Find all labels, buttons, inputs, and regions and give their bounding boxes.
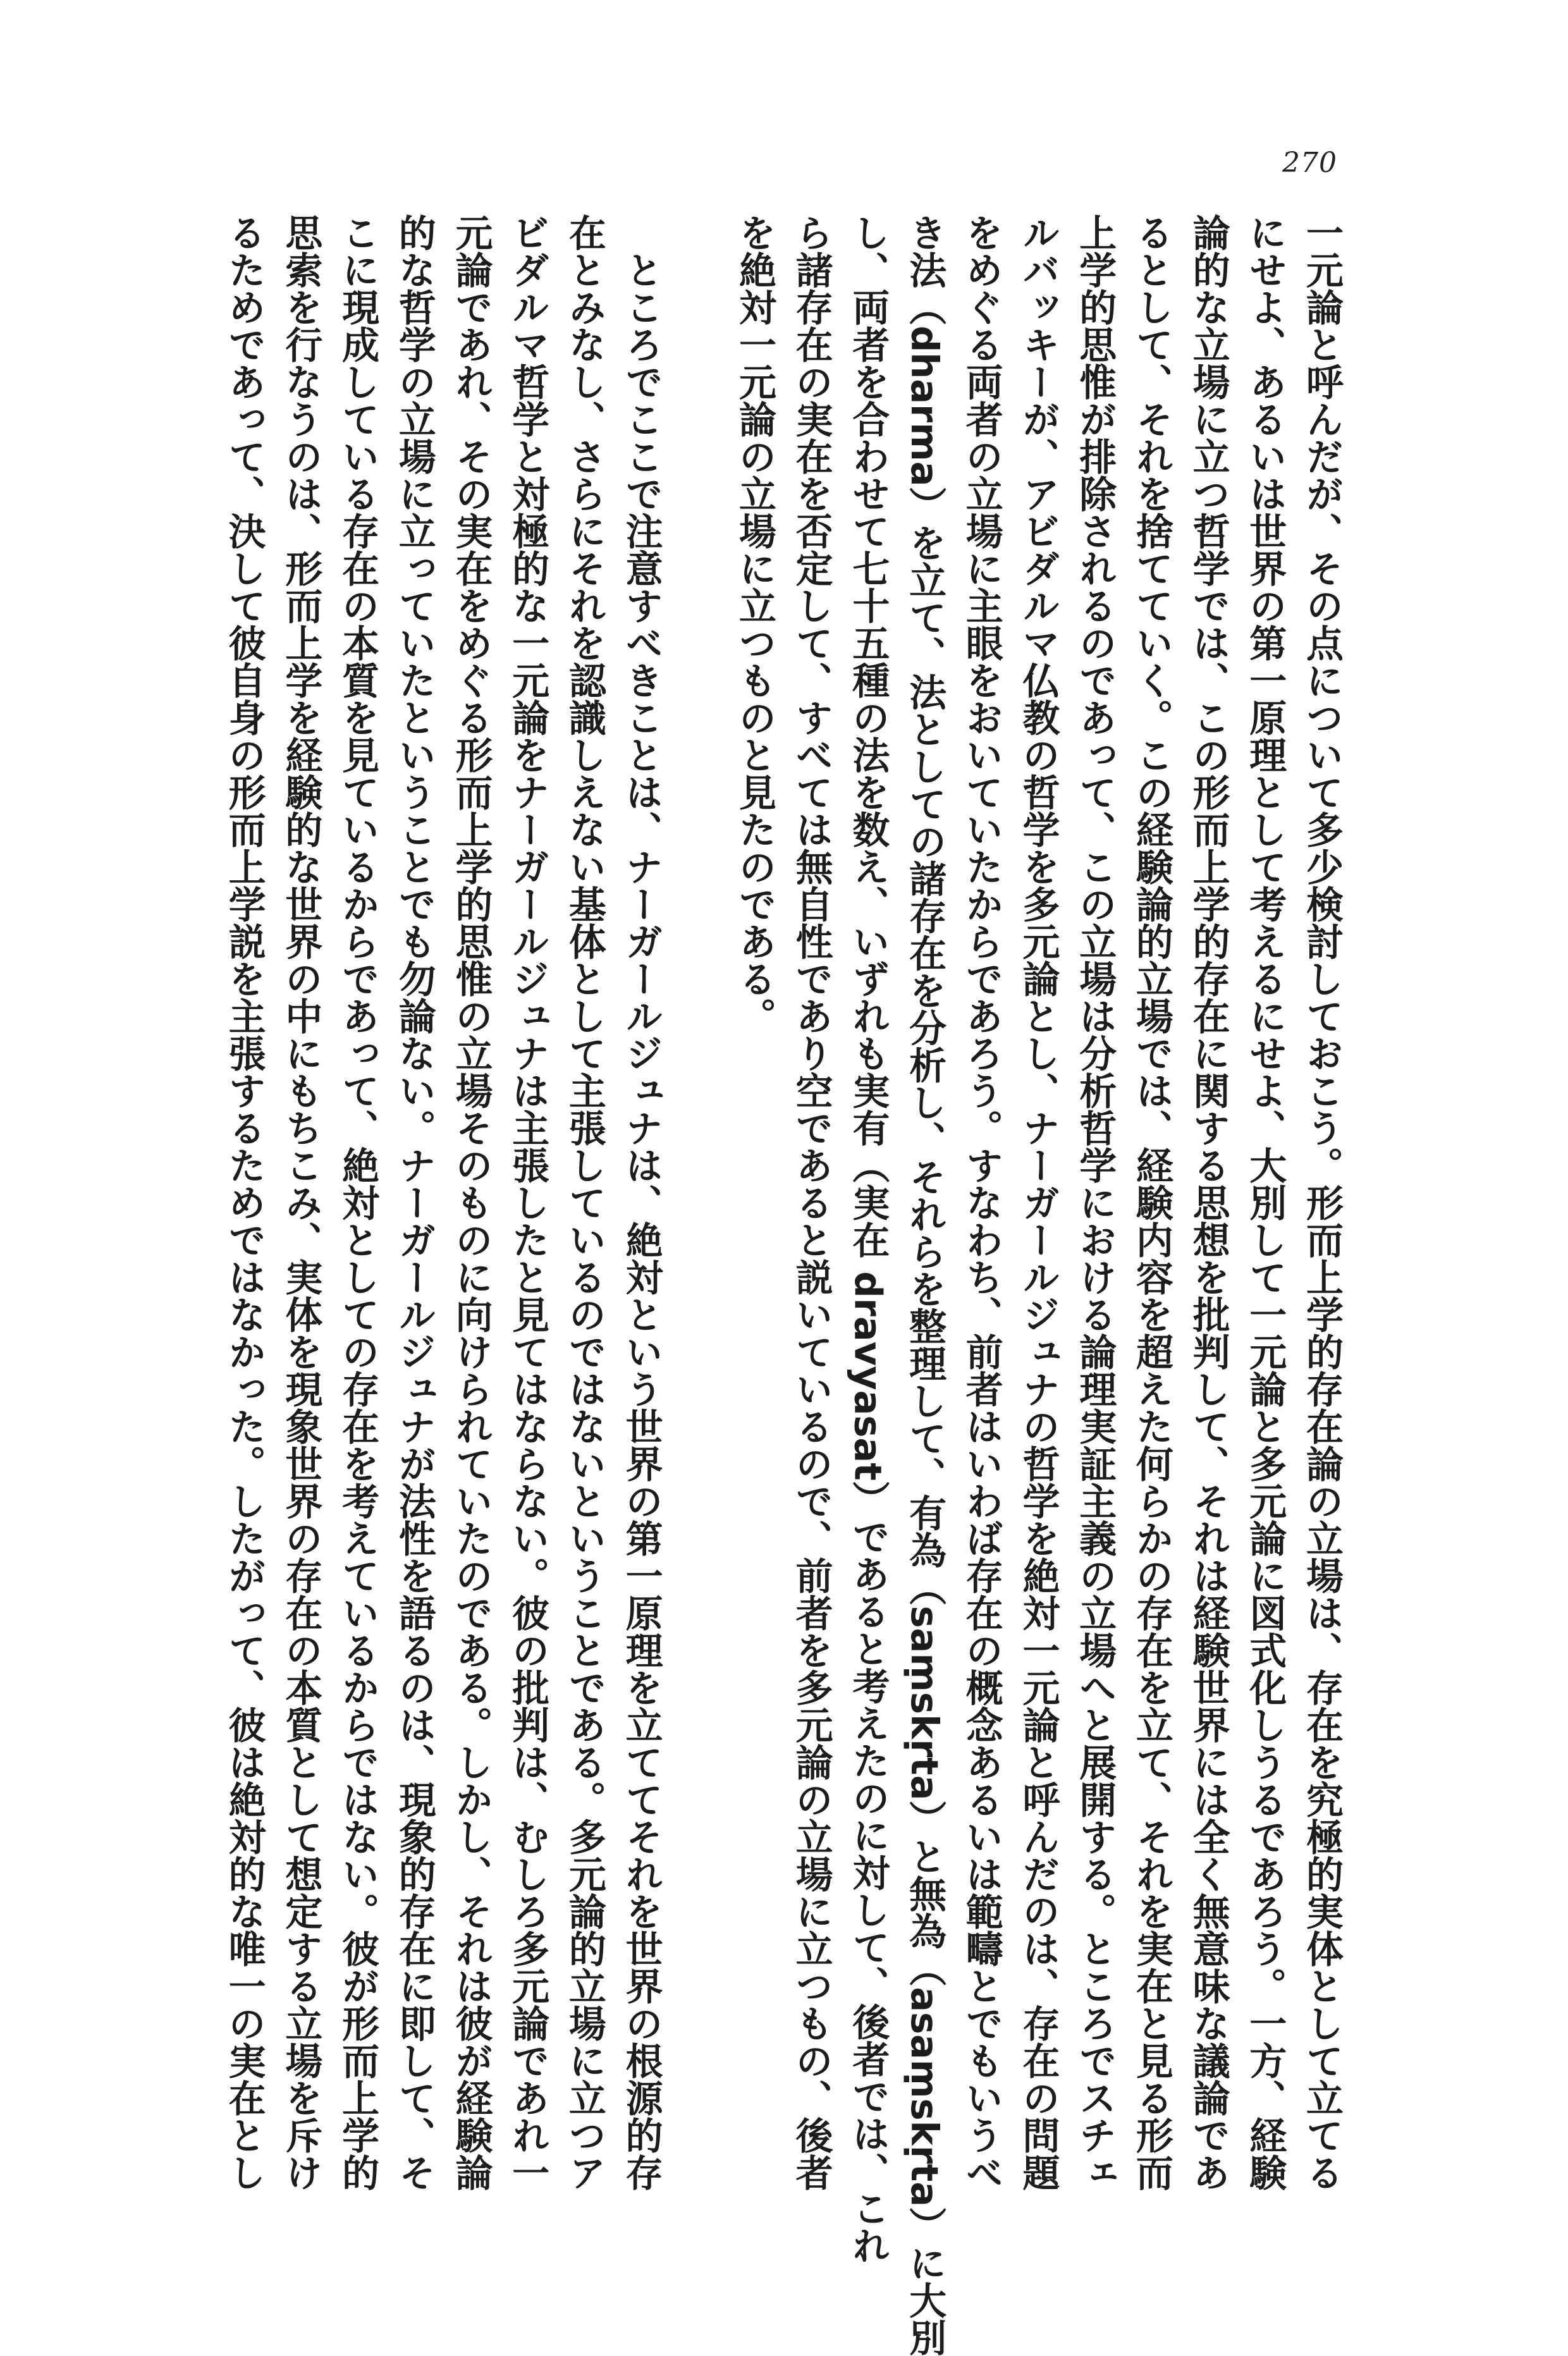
text-line: 在とみなし、さらにそれを認識しえない基体として主張しているのではないということである。多元論的立場に立つア <box>562 214 606 2191</box>
page-number: 270 <box>1282 147 1337 179</box>
text-line: 元論であれ、その実在をめぐる形而上学的思惟の立場そのものに向けられていたのである。しかし、それは彼が経験論 <box>449 214 493 2191</box>
text-line-indented: ところでここで注意すべきことは、ナーガールジュナは、絶対という世界の第一原理を立ててそれを世界の根源的存 <box>619 251 663 2191</box>
paragraph-2 <box>216 214 670 2191</box>
text-line: 一元論と呼んだが、その点について多少検討しておこう。形而上学的存在論の立場は、存在を究極的実体として立てる <box>1300 214 1344 2191</box>
text-line: 思索を行なうのは、形而上学を経験的な世界の中にもちこみ、実体を現象世界の存在の本質として想定する立場を斥け <box>279 214 323 2191</box>
paragraph-gap <box>670 214 726 2051</box>
text-line: にせよ、あるいは世界の第一原理として考えるにせよ、大別して一元論と多元論に図式化しうるであろう。一方、経験 <box>1243 214 1287 2191</box>
paragraph-1 <box>726 214 1350 2356</box>
text-line: をめぐる両者の立場に主眼をおいていたからであろう。すなわち、前者はいわば存在の概念あるいは範疇とでもいうべ <box>959 214 1003 2191</box>
text-line: るためであって、決して彼自身の形而上学説を主張するためではなかった。したがって、彼は絶対的な唯一の実在とし <box>222 214 266 2191</box>
body-text <box>216 214 1350 2356</box>
text-line: し、両者を合わせて七十五種の法を数え、いずれも実有（実在 dravyasat）であると考えたのに対して、後者では、これ <box>846 214 890 2264</box>
text-line: を絶対一元論の立場に立つものと見たのである。 <box>732 214 776 1034</box>
text-line: 上学的思惟が排除されるのであって、この立場は分析哲学における論理実証主義の立場へと展開する。ところでスチェ <box>1073 214 1117 2191</box>
text-line: 論的な立場に立つ哲学では、この形而上学的存在に関する思想を批判して、それは経験世界には全く無意味な議論であ <box>1186 214 1230 2191</box>
text-line: こに現成している存在の本質を見ているからであって、絶対としての存在を考えているからではない。彼が形而上学的 <box>336 214 380 2191</box>
text-line: ルバッキーが、アビダルマ仏教の哲学を多元論とし、ナーガールジュナの哲学を絶対一元論と呼んだのは、存在の問題 <box>1016 214 1060 2191</box>
text-line: ビダルマ哲学と対極的な一元論をナーガールジュナは主張したと見てはならない。彼の批判は、むしろ多元論であれ一 <box>506 214 550 2191</box>
text-line: るとして、それを捨てていく。この経験論的立場では、経験内容を超えた何らかの存在を立て、それを実在と見る形而 <box>1129 214 1173 2191</box>
text-line: ら諸存在の実在を否定して、すべては無自性であり空であると説いているので、前者を多元論の立場に立つもの、後者 <box>789 214 833 2191</box>
text-line: き法（dharma）を立て、法としての諸存在を分析し、それらを整理して、有為（saṃskṛta）と無為（asaṃskṛta）に大別 <box>903 214 947 2356</box>
text-line: 的な哲学の立場に立っていたということでも勿論ない。ナーガールジュナが法性を語るのは、現象的存在に即して、そ <box>392 214 436 2191</box>
